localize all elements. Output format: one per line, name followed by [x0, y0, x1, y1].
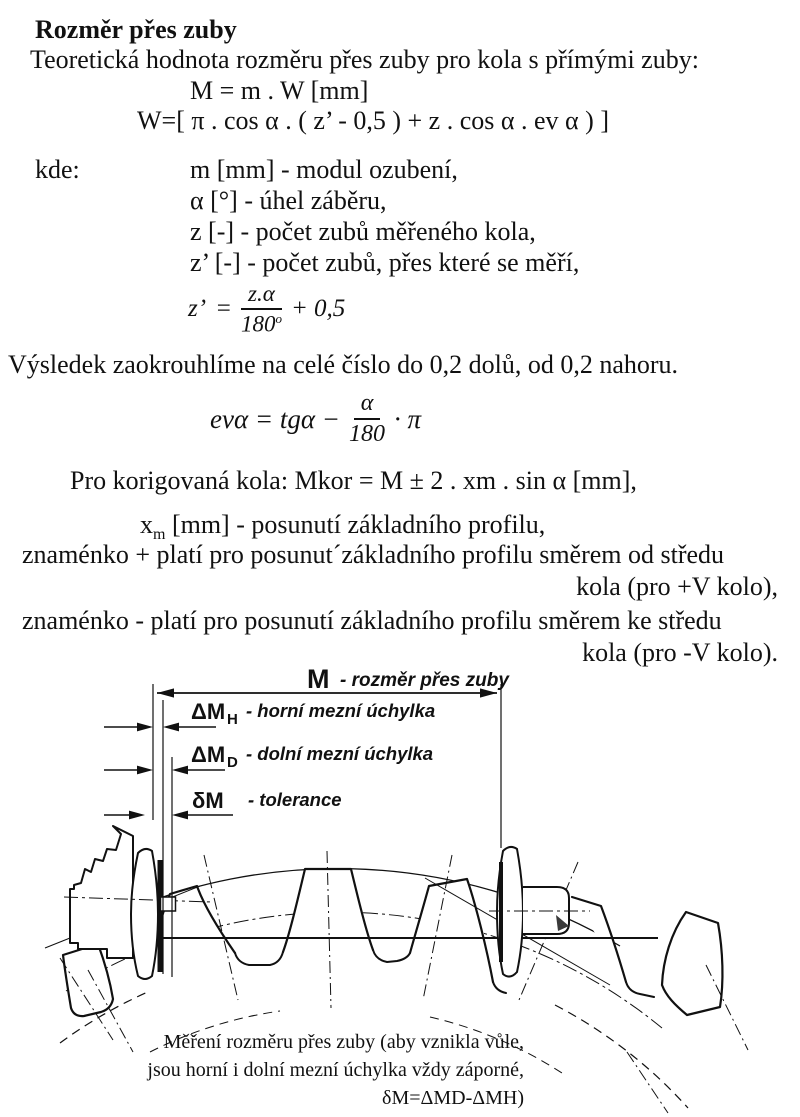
tooth-far-right: [662, 912, 722, 1015]
formula-ev-numerator: α: [354, 390, 381, 420]
dim-dm-arrow-left: [129, 811, 145, 820]
label-m-desc: - rozměr přes zuby: [340, 670, 509, 691]
root-fillet-ab: [235, 952, 283, 965]
def-uhel: α [°] - úhel záběru,: [190, 186, 387, 215]
root-fillet-bc: [373, 950, 410, 962]
left-measuring-disc: [131, 849, 158, 979]
page-title: Rozměr přes zuby: [35, 15, 237, 44]
label-mh-sub: H: [227, 711, 238, 728]
caption-line-2: jsou horní i dolní mezní úchylka vždy záporné,: [147, 1059, 524, 1081]
def-modul: m [mm] - modul ozubení,: [190, 155, 458, 184]
kde-label: kde:: [35, 155, 80, 184]
intro-line: Teoretická hodnota rozměru přes zuby pro kola s přímými zuby:: [30, 45, 699, 74]
formula-ev-fraction: [349, 390, 385, 448]
sign-plus-line2: kola (pro +V kolo),: [576, 572, 778, 601]
formula-ev-lhs: evα = tgα −: [210, 403, 341, 434]
root-fillet-c: [493, 982, 506, 993]
formula-z-eq: =: [215, 295, 232, 323]
formula-ev-rhs: · π: [394, 403, 422, 434]
formula-z-fraction: [241, 281, 282, 338]
xm-rest: [mm] - posunutí základního profilu,: [165, 510, 546, 539]
figure-labels: [191, 664, 510, 813]
tooth-d: [572, 897, 626, 982]
degree-sup: o: [275, 311, 282, 326]
label-dm-desc: - tolerance: [248, 789, 342, 810]
formula-w: W=[ π . cos α . ( z’ - 0,5 ) + z . cos α . ev α ) ]: [137, 106, 609, 135]
formula-ev: [210, 390, 421, 448]
right-measuring-assembly: [489, 684, 590, 977]
formula-z-denominator: [241, 310, 282, 338]
caption-line-1: Měření rozměru přes zuby (aby vznikla vůle,: [163, 1031, 524, 1053]
dim-mh-arrow-left: [137, 723, 153, 732]
rounding-line: Výsledek zaokrouhlíme na celé číslo do 0,2 dolů, od 0,2 nahoru.: [8, 350, 679, 379]
formula-z-numerator: z.α: [241, 281, 282, 310]
tooth-far-left: [63, 944, 113, 1016]
def-pocet-zubu-mereni: z’ [-] - počet zubů, přes které se měří,: [190, 248, 580, 277]
tooth-c: [410, 879, 493, 982]
label-md-sub: D: [227, 754, 238, 771]
label-m: M: [307, 664, 330, 694]
sign-minus-line1: znaménko - platí pro posunutí základního profilu směrem ke středu: [22, 606, 722, 635]
figure-caption: [0, 1028, 524, 1112]
sign-minus-line2: kola (pro -V kolo).: [582, 638, 778, 667]
korig-line: Pro korigovaná kola: Mkor = M ± 2 . xm . sin α [mm],: [70, 466, 637, 495]
label-md: ΔM: [191, 742, 226, 767]
sign-plus-line1: znaménko + platí pro posunut´základního profilu směrem od středu: [22, 540, 725, 569]
xm-sub: m: [153, 526, 166, 544]
label-dm: δM: [192, 788, 224, 813]
def-pocet-zubu: z [-] - počet zubů měřeného kola,: [190, 217, 536, 246]
formula-z-den-text: 180: [240, 311, 276, 337]
dim-md-arrow-left: [137, 766, 153, 775]
caption-line-3: δM=ΔMD-ΔMH): [382, 1087, 524, 1109]
label-mh-desc: - horní mezní úchylka: [246, 700, 436, 721]
formula-z-prime: [188, 281, 345, 338]
label-mh: ΔM: [191, 699, 226, 724]
radial-bottom-right-2: [627, 1052, 668, 1113]
root-fillet-de: [626, 982, 654, 997]
micrometer-bracket: [70, 826, 133, 958]
label-md-desc: - dolní mezní úchylka: [246, 743, 434, 764]
dim-dm-arrow-right: [172, 811, 188, 820]
formula-z-lhs: z’: [188, 295, 207, 323]
dim-md-arrow-right: [172, 766, 188, 775]
dim-m-arrow-left: [157, 688, 174, 697]
formula-z-rhs: + 0,5: [290, 295, 346, 323]
root-arc-right: [555, 1005, 688, 1108]
dim-mh-arrow-right: [163, 723, 179, 732]
formula-ev-denominator: 180: [349, 421, 386, 447]
xm-base: x: [140, 510, 153, 539]
formula-m: M = m . W [mm]: [190, 76, 369, 105]
